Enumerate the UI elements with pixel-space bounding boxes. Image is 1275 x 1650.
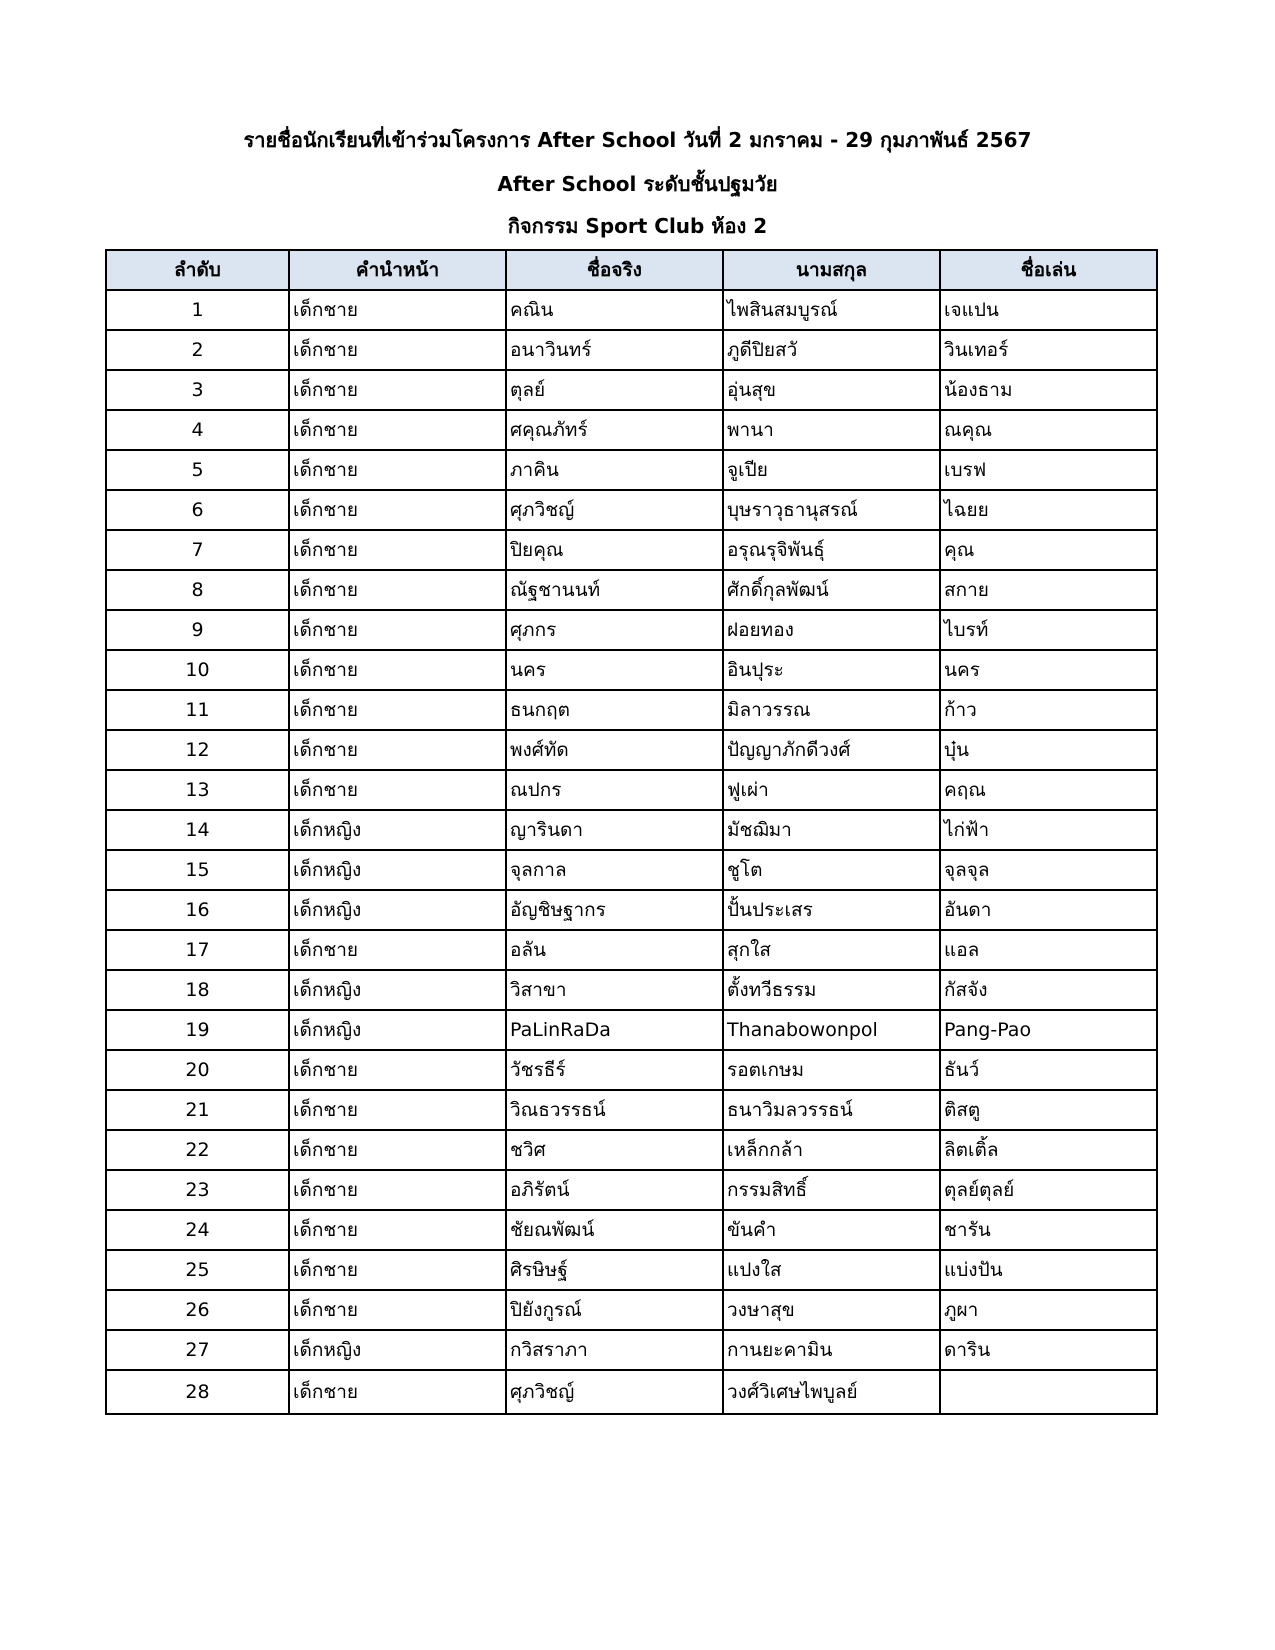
cell-nickname: ณคุณ bbox=[940, 410, 1157, 450]
cell-title: เด็กชาย bbox=[289, 290, 506, 330]
cell-nickname: ไฉยย bbox=[940, 490, 1157, 530]
cell-order: 6 bbox=[106, 490, 289, 530]
cell-title: เด็กชาย bbox=[289, 1050, 506, 1090]
cell-order: 28 bbox=[106, 1370, 289, 1414]
cell-last-name: ขันคำ bbox=[723, 1210, 940, 1250]
table-row bbox=[106, 1290, 1157, 1330]
document-title: รายชื่อนักเรียนที่เข้าร่วมโครงการ After School วันที่ 2 มกราคม - 29 กุมภาพันธ์ 2567 bbox=[243, 128, 1032, 152]
cell-first-name: คณิน bbox=[506, 290, 723, 330]
cell-order: 25 bbox=[106, 1250, 289, 1290]
cell-first-name: วัชรธีร์ bbox=[506, 1050, 723, 1090]
table-row bbox=[106, 1210, 1157, 1250]
cell-order: 18 bbox=[106, 970, 289, 1010]
table-row bbox=[106, 1330, 1157, 1370]
table-row bbox=[106, 1170, 1157, 1210]
cell-first-name: พงศ์ทัด bbox=[506, 730, 723, 770]
cell-first-name: ชัยณพัฒน์ bbox=[506, 1210, 723, 1250]
cell-last-name: อุ่นสุข bbox=[723, 370, 940, 410]
table-row bbox=[106, 570, 1157, 610]
table-row bbox=[106, 330, 1157, 370]
cell-nickname: เจแปน bbox=[940, 290, 1157, 330]
table-row bbox=[106, 530, 1157, 570]
table-row bbox=[106, 610, 1157, 650]
cell-order: 5 bbox=[106, 450, 289, 490]
cell-last-name: มัชฌิมา bbox=[723, 810, 940, 850]
cell-order: 14 bbox=[106, 810, 289, 850]
cell-last-name: เหล็กกล้า bbox=[723, 1130, 940, 1170]
table-row bbox=[106, 690, 1157, 730]
cell-first-name: นคร bbox=[506, 650, 723, 690]
cell-title: เด็กชาย bbox=[289, 770, 506, 810]
cell-order: 4 bbox=[106, 410, 289, 450]
table-row bbox=[106, 1050, 1157, 1090]
cell-last-name: Thanabowonpol bbox=[723, 1010, 940, 1050]
table-row bbox=[106, 1250, 1157, 1290]
cell-first-name: ศิรษิษฐ์ bbox=[506, 1250, 723, 1290]
cell-nickname: ดาริน bbox=[940, 1330, 1157, 1370]
cell-first-name: ศุภกร bbox=[506, 610, 723, 650]
cell-last-name: มิลาวรรณ bbox=[723, 690, 940, 730]
cell-title: เด็กชาย bbox=[289, 1370, 506, 1414]
cell-title: เด็กชาย bbox=[289, 930, 506, 970]
column-header-first-name: ชื่อจริง bbox=[506, 250, 723, 290]
cell-nickname: นคร bbox=[940, 650, 1157, 690]
table-row bbox=[106, 1010, 1157, 1050]
table-row bbox=[106, 850, 1157, 890]
cell-nickname: กัสจัง bbox=[940, 970, 1157, 1010]
cell-title: เด็กชาย bbox=[289, 1250, 506, 1290]
cell-last-name: ปัญญาภักดีวงศ์ bbox=[723, 730, 940, 770]
cell-first-name: อัญชิษฐากร bbox=[506, 890, 723, 930]
table-row bbox=[106, 650, 1157, 690]
table-row bbox=[106, 970, 1157, 1010]
cell-first-name: ตุลย์ bbox=[506, 370, 723, 410]
cell-first-name: ชวิศ bbox=[506, 1130, 723, 1170]
cell-order: 17 bbox=[106, 930, 289, 970]
cell-title: เด็กหญิง bbox=[289, 1010, 506, 1050]
cell-order: 2 bbox=[106, 330, 289, 370]
cell-last-name: ฝอยทอง bbox=[723, 610, 940, 650]
cell-first-name: ศุภวิชญ์ bbox=[506, 1370, 723, 1414]
cell-first-name: ปิยังกูรณ์ bbox=[506, 1290, 723, 1330]
cell-nickname: ตุลย์ตุลย์ bbox=[940, 1170, 1157, 1210]
cell-first-name: ธนกฤต bbox=[506, 690, 723, 730]
table-header-row bbox=[106, 250, 1157, 290]
cell-nickname: สกาย bbox=[940, 570, 1157, 610]
cell-first-name: อนาวินทร์ bbox=[506, 330, 723, 370]
cell-last-name: ธนาวิมลวรรธน์ bbox=[723, 1090, 940, 1130]
cell-order: 24 bbox=[106, 1210, 289, 1250]
cell-title: เด็กชาย bbox=[289, 330, 506, 370]
column-header-title: คำนำหน้า bbox=[289, 250, 506, 290]
table-row bbox=[106, 290, 1157, 330]
cell-order: 12 bbox=[106, 730, 289, 770]
table-row bbox=[106, 1090, 1157, 1130]
cell-title: เด็กชาย bbox=[289, 450, 506, 490]
cell-order: 3 bbox=[106, 370, 289, 410]
cell-nickname: ชารัน bbox=[940, 1210, 1157, 1250]
cell-nickname: เบรฟ bbox=[940, 450, 1157, 490]
table-row bbox=[106, 810, 1157, 850]
cell-first-name: ภาคิน bbox=[506, 450, 723, 490]
cell-title: เด็กชาย bbox=[289, 410, 506, 450]
cell-nickname: แบ่งปัน bbox=[940, 1250, 1157, 1290]
cell-order: 21 bbox=[106, 1090, 289, 1130]
activity-title: กิจกรรม Sport Club ห้อง 2 bbox=[507, 214, 768, 238]
cell-title: เด็กหญิง bbox=[289, 890, 506, 930]
cell-nickname: ก้าว bbox=[940, 690, 1157, 730]
cell-first-name: จุลกาล bbox=[506, 850, 723, 890]
cell-last-name: อินปุระ bbox=[723, 650, 940, 690]
cell-title: เด็กหญิง bbox=[289, 850, 506, 890]
cell-title: เด็กหญิง bbox=[289, 970, 506, 1010]
cell-last-name: ศักดิ์กุลพัฒน์ bbox=[723, 570, 940, 610]
cell-last-name: ภูดีปิยสวั bbox=[723, 330, 940, 370]
student-table bbox=[105, 249, 1158, 1415]
cell-order: 19 bbox=[106, 1010, 289, 1050]
table-row bbox=[106, 770, 1157, 810]
cell-order: 11 bbox=[106, 690, 289, 730]
cell-nickname: คฤณ bbox=[940, 770, 1157, 810]
cell-last-name: อรุณรุจิพันธุ์ bbox=[723, 530, 940, 570]
table-row bbox=[106, 930, 1157, 970]
cell-first-name: ญารินดา bbox=[506, 810, 723, 850]
cell-order: 13 bbox=[106, 770, 289, 810]
cell-last-name: บุษราวุธานุสรณ์ bbox=[723, 490, 940, 530]
cell-last-name: ฟูเผ่า bbox=[723, 770, 940, 810]
cell-first-name: ณัฐชานนท์ bbox=[506, 570, 723, 610]
cell-nickname: ไบรท์ bbox=[940, 610, 1157, 650]
cell-nickname: ธันว์ bbox=[940, 1050, 1157, 1090]
cell-title: เด็กหญิง bbox=[289, 1330, 506, 1370]
table-row bbox=[106, 490, 1157, 530]
cell-title: เด็กชาย bbox=[289, 370, 506, 410]
cell-order: 22 bbox=[106, 1130, 289, 1170]
cell-last-name: วงษาสุข bbox=[723, 1290, 940, 1330]
cell-last-name: กานยะคามิน bbox=[723, 1330, 940, 1370]
cell-order: 9 bbox=[106, 610, 289, 650]
cell-first-name: วิณธวรรธน์ bbox=[506, 1090, 723, 1130]
cell-nickname: ติสตู bbox=[940, 1090, 1157, 1130]
cell-title: เด็กชาย bbox=[289, 1090, 506, 1130]
cell-first-name: กวิสราภา bbox=[506, 1330, 723, 1370]
table-row bbox=[106, 730, 1157, 770]
cell-order: 26 bbox=[106, 1290, 289, 1330]
cell-order: 8 bbox=[106, 570, 289, 610]
cell-order: 16 bbox=[106, 890, 289, 930]
cell-nickname: แอล bbox=[940, 930, 1157, 970]
cell-first-name: ศุภวิชญ์ bbox=[506, 490, 723, 530]
cell-title: เด็กชาย bbox=[289, 730, 506, 770]
table-row bbox=[106, 450, 1157, 490]
table-row bbox=[106, 890, 1157, 930]
cell-title: เด็กชาย bbox=[289, 570, 506, 610]
cell-last-name: สุกใส bbox=[723, 930, 940, 970]
cell-first-name: อภิรัตน์ bbox=[506, 1170, 723, 1210]
cell-title: เด็กชาย bbox=[289, 490, 506, 530]
table-row bbox=[106, 1370, 1157, 1414]
cell-first-name: PaLinRaDa bbox=[506, 1010, 723, 1050]
column-header-order: ลำดับ bbox=[106, 250, 289, 290]
cell-title: เด็กชาย bbox=[289, 610, 506, 650]
cell-order: 20 bbox=[106, 1050, 289, 1090]
cell-last-name: รอตเกษม bbox=[723, 1050, 940, 1090]
cell-title: เด็กหญิง bbox=[289, 810, 506, 850]
cell-order: 1 bbox=[106, 290, 289, 330]
cell-nickname: ไก่ฟ้า bbox=[940, 810, 1157, 850]
cell-nickname: Pang-Pao bbox=[940, 1010, 1157, 1050]
cell-last-name: ตั้งทวีธรรม bbox=[723, 970, 940, 1010]
cell-title: เด็กชาย bbox=[289, 1210, 506, 1250]
cell-nickname: จุลจุล bbox=[940, 850, 1157, 890]
cell-nickname: วินเทอร์ bbox=[940, 330, 1157, 370]
cell-order: 23 bbox=[106, 1170, 289, 1210]
cell-title: เด็กชาย bbox=[289, 1170, 506, 1210]
cell-last-name: กรรมสิทธิ์ bbox=[723, 1170, 940, 1210]
cell-last-name: แปงใส bbox=[723, 1250, 940, 1290]
table-row bbox=[106, 1130, 1157, 1170]
table-row bbox=[106, 410, 1157, 450]
cell-title: เด็กชาย bbox=[289, 690, 506, 730]
cell-title: เด็กชาย bbox=[289, 1130, 506, 1170]
cell-title: เด็กชาย bbox=[289, 530, 506, 570]
cell-nickname: บุ๋น bbox=[940, 730, 1157, 770]
table-row bbox=[106, 370, 1157, 410]
table-body bbox=[106, 290, 1157, 1414]
cell-order: 27 bbox=[106, 1330, 289, 1370]
document-subtitle: After School ระดับชั้นปฐมวัย bbox=[497, 172, 778, 196]
cell-nickname: ลิตเติ้ล bbox=[940, 1130, 1157, 1170]
cell-order: 7 bbox=[106, 530, 289, 570]
cell-last-name: ปั้นประเสร bbox=[723, 890, 940, 930]
cell-first-name: อลัน bbox=[506, 930, 723, 970]
cell-title: เด็กชาย bbox=[289, 1290, 506, 1330]
cell-last-name: จูเปีย bbox=[723, 450, 940, 490]
cell-first-name: ณปกร bbox=[506, 770, 723, 810]
cell-order: 10 bbox=[106, 650, 289, 690]
cell-first-name: ศคุณภัทร์ bbox=[506, 410, 723, 450]
cell-last-name: ชูโต bbox=[723, 850, 940, 890]
cell-order: 15 bbox=[106, 850, 289, 890]
cell-last-name: ไพสินสมบูรณ์ bbox=[723, 290, 940, 330]
cell-nickname: น้องธาม bbox=[940, 370, 1157, 410]
cell-nickname: คุณ bbox=[940, 530, 1157, 570]
cell-title: เด็กชาย bbox=[289, 650, 506, 690]
cell-nickname bbox=[940, 1370, 1157, 1414]
cell-last-name: พานา bbox=[723, 410, 940, 450]
column-header-nickname: ชื่อเล่น bbox=[940, 250, 1157, 290]
cell-nickname: อันดา bbox=[940, 890, 1157, 930]
cell-last-name: วงศ์วิเศษไพบูลย์ bbox=[723, 1370, 940, 1414]
cell-first-name: วิสาขา bbox=[506, 970, 723, 1010]
cell-first-name: ปิยคุณ bbox=[506, 530, 723, 570]
column-header-last-name: นามสกุล bbox=[723, 250, 940, 290]
cell-nickname: ภูผา bbox=[940, 1290, 1157, 1330]
